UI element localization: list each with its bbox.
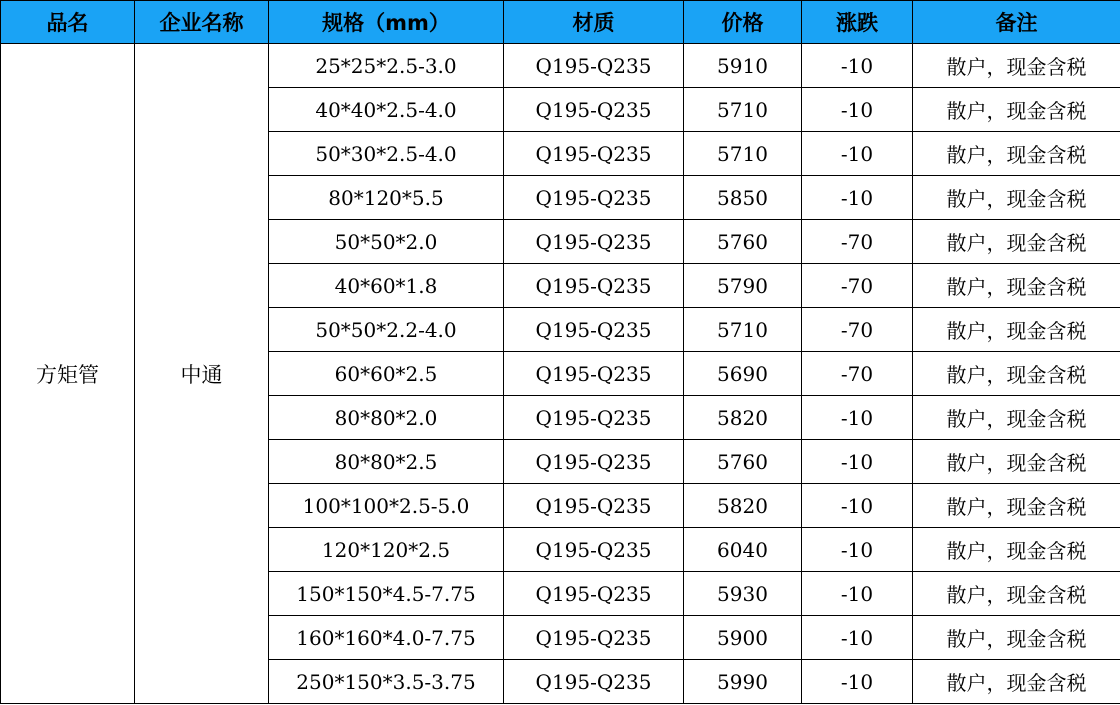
- material-cell: Q195-Q235: [504, 44, 684, 88]
- note-cell: 散户，现金含税: [913, 440, 1120, 484]
- note-cell: 散户，现金含税: [913, 528, 1120, 572]
- price-cell: 5850: [684, 176, 802, 220]
- note-cell: 散户，现金含税: [913, 44, 1120, 88]
- company-name-cell: 中通: [135, 44, 269, 704]
- change-cell: -10: [802, 88, 913, 132]
- header-change: 涨跌: [802, 1, 913, 44]
- spec-cell: 250*150*3.5-3.75: [269, 660, 504, 704]
- note-cell: 散户，现金含税: [913, 352, 1120, 396]
- product-name-cell: 方矩管: [1, 44, 135, 704]
- material-cell: Q195-Q235: [504, 352, 684, 396]
- note-cell: 散户，现金含税: [913, 132, 1120, 176]
- spec-cell: 160*160*4.0-7.75: [269, 616, 504, 660]
- note-cell: 散户，现金含税: [913, 308, 1120, 352]
- price-cell: 5760: [684, 440, 802, 484]
- price-cell: 5910: [684, 44, 802, 88]
- change-cell: -70: [802, 220, 913, 264]
- price-cell: 5820: [684, 484, 802, 528]
- note-cell: 散户，现金含税: [913, 396, 1120, 440]
- material-cell: Q195-Q235: [504, 440, 684, 484]
- header-note: 备注: [913, 1, 1120, 44]
- change-cell: -70: [802, 352, 913, 396]
- header-material: 材质: [504, 1, 684, 44]
- change-cell: -10: [802, 176, 913, 220]
- change-cell: -10: [802, 484, 913, 528]
- note-cell: 散户，现金含税: [913, 220, 1120, 264]
- material-cell: Q195-Q235: [504, 132, 684, 176]
- material-cell: Q195-Q235: [504, 616, 684, 660]
- change-cell: -10: [802, 660, 913, 704]
- price-cell: 5820: [684, 396, 802, 440]
- header-product: 品名: [1, 1, 135, 44]
- spec-cell: 40*60*1.8: [269, 264, 504, 308]
- change-cell: -10: [802, 616, 913, 660]
- price-cell: 6040: [684, 528, 802, 572]
- header-price: 价格: [684, 1, 802, 44]
- note-cell: 散户，现金含税: [913, 484, 1120, 528]
- material-cell: Q195-Q235: [504, 220, 684, 264]
- note-cell: 散户，现金含税: [913, 176, 1120, 220]
- spec-cell: 25*25*2.5-3.0: [269, 44, 504, 88]
- price-cell: 5710: [684, 132, 802, 176]
- note-cell: 散户，现金含税: [913, 572, 1120, 616]
- table-header: [1, 1, 1120, 44]
- change-cell: -10: [802, 396, 913, 440]
- change-cell: -10: [802, 44, 913, 88]
- note-cell: 散户，现金含税: [913, 616, 1120, 660]
- material-cell: Q195-Q235: [504, 308, 684, 352]
- header-row: [1, 1, 1120, 44]
- material-cell: Q195-Q235: [504, 572, 684, 616]
- price-cell: 5760: [684, 220, 802, 264]
- change-cell: -10: [802, 132, 913, 176]
- change-cell: -10: [802, 572, 913, 616]
- price-cell: 5990: [684, 660, 802, 704]
- price-cell: 5690: [684, 352, 802, 396]
- spec-cell: 40*40*2.5-4.0: [269, 88, 504, 132]
- table-row: [1, 44, 1120, 88]
- spec-cell: 80*120*5.5: [269, 176, 504, 220]
- material-cell: Q195-Q235: [504, 264, 684, 308]
- note-cell: 散户，现金含税: [913, 264, 1120, 308]
- price-cell: 5900: [684, 616, 802, 660]
- change-cell: -10: [802, 440, 913, 484]
- material-cell: Q195-Q235: [504, 88, 684, 132]
- spec-cell: 120*120*2.5: [269, 528, 504, 572]
- material-cell: Q195-Q235: [504, 396, 684, 440]
- note-cell: 散户，现金含税: [913, 660, 1120, 704]
- material-cell: Q195-Q235: [504, 660, 684, 704]
- spec-cell: 100*100*2.5-5.0: [269, 484, 504, 528]
- change-cell: -10: [802, 528, 913, 572]
- spec-cell: 80*80*2.0: [269, 396, 504, 440]
- price-cell: 5930: [684, 572, 802, 616]
- table-body: [1, 44, 1120, 704]
- change-cell: -70: [802, 264, 913, 308]
- material-cell: Q195-Q235: [504, 528, 684, 572]
- spec-cell: 60*60*2.5: [269, 352, 504, 396]
- price-cell: 5710: [684, 88, 802, 132]
- spec-cell: 50*50*2.0: [269, 220, 504, 264]
- material-cell: Q195-Q235: [504, 484, 684, 528]
- spec-cell: 150*150*4.5-7.75: [269, 572, 504, 616]
- change-cell: -70: [802, 308, 913, 352]
- spec-cell: 50*50*2.2-4.0: [269, 308, 504, 352]
- price-cell: 5790: [684, 264, 802, 308]
- header-company: 企业名称: [135, 1, 269, 44]
- price-cell: 5710: [684, 308, 802, 352]
- material-cell: Q195-Q235: [504, 176, 684, 220]
- note-cell: 散户，现金含税: [913, 88, 1120, 132]
- spec-cell: 80*80*2.5: [269, 440, 504, 484]
- header-spec: 规格（mm）: [269, 1, 504, 44]
- spec-cell: 50*30*2.5-4.0: [269, 132, 504, 176]
